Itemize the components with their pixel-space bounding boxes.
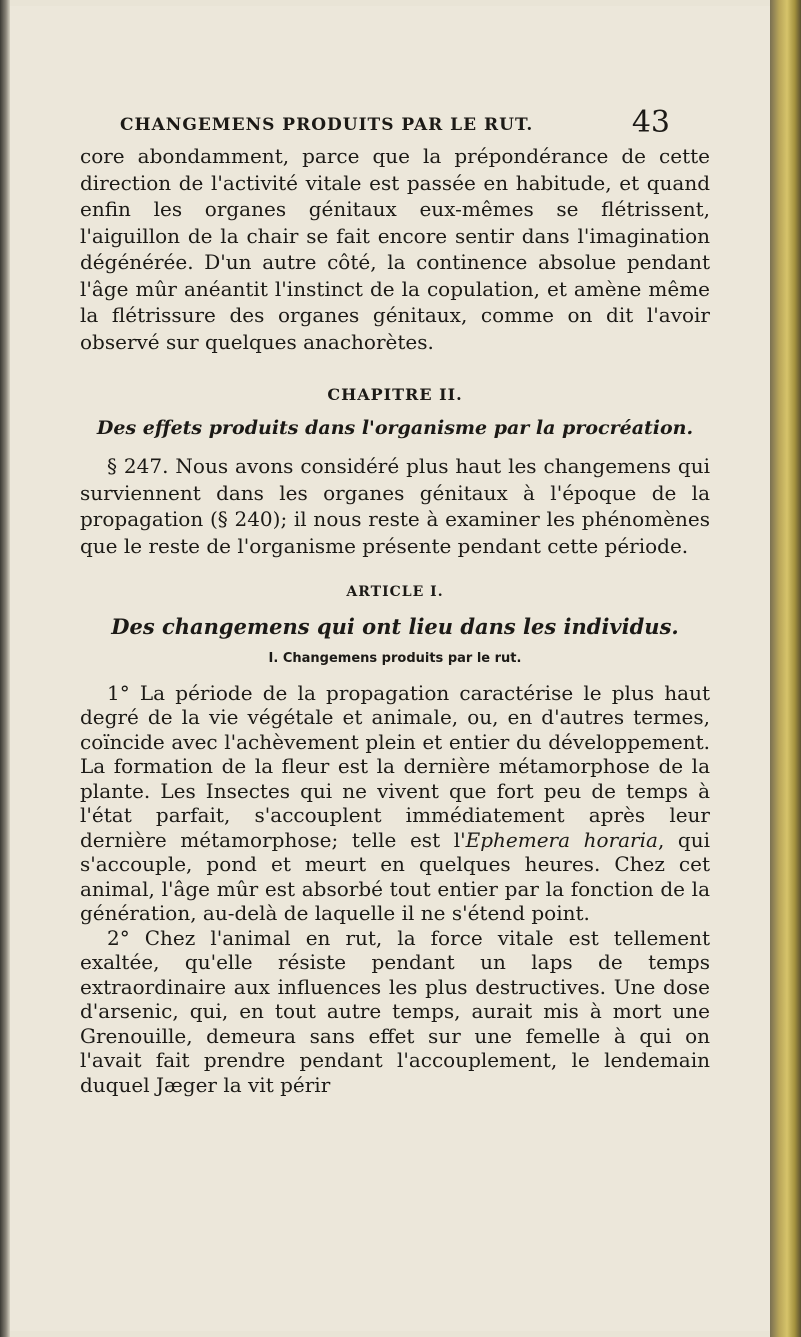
running-title: CHANGEMENS PRODUITS PAR LE RUT.	[120, 115, 534, 135]
page-number: 43	[631, 105, 670, 140]
species-name: Ephemera horaria	[465, 827, 658, 852]
page-body	[80, 143, 710, 1097]
paragraph-247: § 247. Nous avons considéré plus haut les changemens qui surviennent dans les organes génitaux à l'époque de la propagation (§ 240); il nous reste à examiner les phénomènes que le reste de l'organisme présente pendant cette période.	[80, 454, 710, 558]
paragraph-point-1-text-b: , qui s'accouple, pond et meurt en quelques heures. Chez cet animal, l'âge mûr est absorbé tout entier par la fonction de la génération, au-delà de laquelle il ne s'étend point.	[80, 827, 710, 925]
book-spine-edge	[770, 0, 801, 1337]
page-header	[110, 105, 670, 145]
article-subtitle: Des changemens qui ont lieu dans les individus.	[111, 613, 679, 639]
page-left-shadow	[0, 0, 10, 1337]
paragraph-point-1	[80, 681, 710, 926]
section-heading: I. Changemens produits par le rut.	[268, 651, 522, 666]
article-heading: ARTICLE I.	[346, 584, 444, 600]
chapter-heading: CHAPITRE II.	[327, 385, 463, 404]
chapter-subtitle: Des effets produits dans l'organisme par la procréation.	[96, 416, 694, 439]
paragraph-point-1-text-a: 1° La période de la propagation caractérise le plus haut degré de la vie végétale et animale, ou, en d'autres termes, coïncide avec l'achèvement plein et entier du développement. La formation de la fleur est la dernière métamorphose de la plante. Les Insectes qui ne vivent que fort peu de temps à l'état parfait, s'accouplent immédiatement après leur dernière métamorphose; telle est l'	[80, 680, 710, 852]
paragraph-point-2: 2° Chez l'animal en rut, la force vitale est tellement exaltée, qu'elle résiste pendant un laps de temps extraordinaire aux influences les plus destructives. Une dose d'arsenic, qui, en tout autre temps, aurait mis à mort une Grenouille, demeura sans effet sur une femelle à qui on l'avait fait prendre pendant l'accouplement, le lendemain duquel Jæger la vit périr	[80, 925, 710, 1097]
paragraph-continuation: core abondamment, parce que la prépondérance de cette direction de l'activité vitale est passée en habitude, et quand enfin les organes génitaux eux-mêmes se flétrissent, l'aiguillon de la chair se fait encore sentir dans l'imagination dégénérée. D'un autre côté, la continence absolue pendant l'âge mûr anéantit l'instinct de la copulation, et amène même la flétrissure des organes génitaux, comme on dit l'avoir observé sur quelques anachorètes.	[80, 144, 710, 354]
